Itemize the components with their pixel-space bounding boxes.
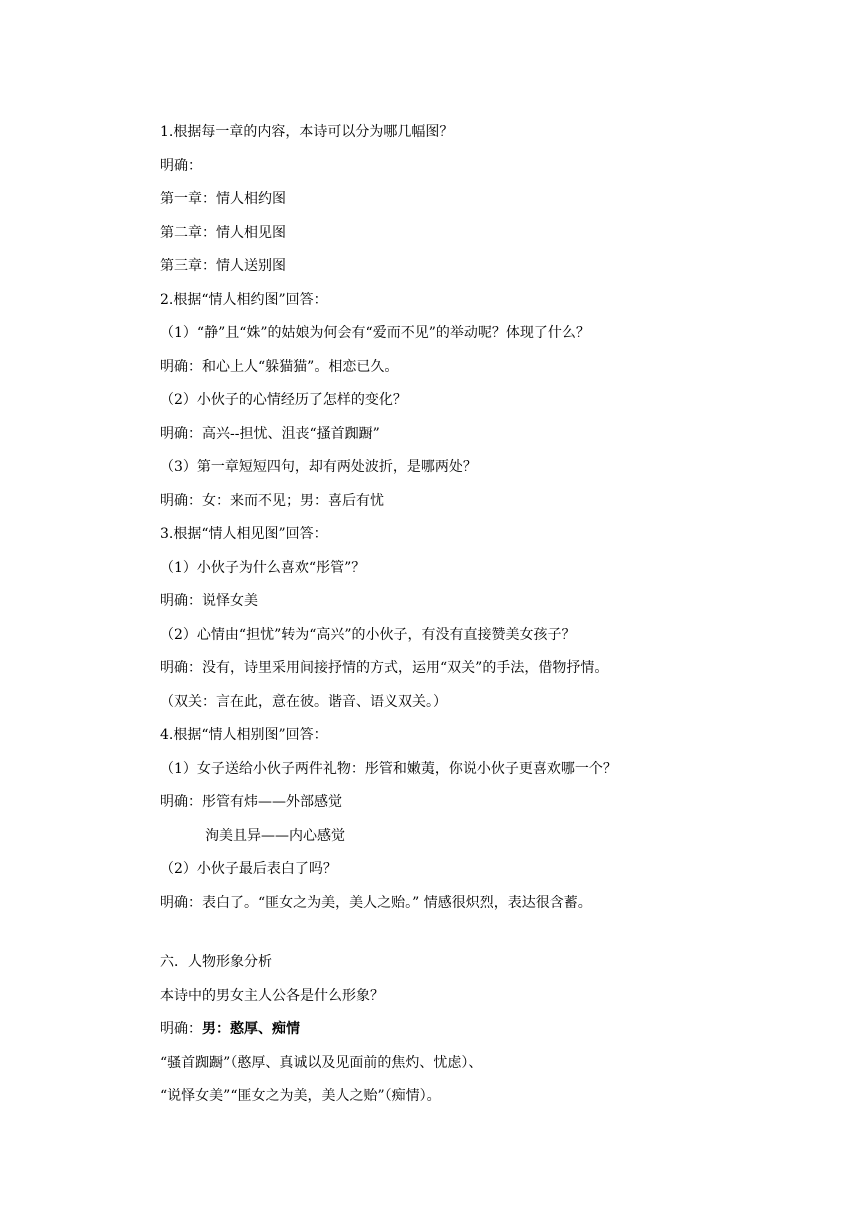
answer-line: 明确：高兴--担忧、沮丧“搔首踟蹰” xyxy=(160,425,380,442)
sub-question: （1）“静”且“姝”的姑娘为何会有“爱而不见”的举动呢？体现了什么？ xyxy=(160,325,590,341)
answer-line: 明确：说怿女美 xyxy=(160,593,258,609)
chapter-2: 第二章：情人相见图 xyxy=(160,224,286,241)
section-question: 本诗中的男女主人公各是什么形象？ xyxy=(160,987,384,1004)
answer-label: 明确： xyxy=(160,157,202,174)
question-2: 2.根据“情人相约图”回答： xyxy=(160,291,328,308)
answer-line: 明确：和心上人“躲猫猫”。相恋已久。 xyxy=(160,358,399,375)
chapter-1: 第一章：情人相约图 xyxy=(160,191,286,207)
document-page xyxy=(160,116,700,1114)
sub-question: （3）第一章短短四句，却有两处波折，是哪两处？ xyxy=(160,459,477,475)
answer-line: 明确：没有，诗里采用间接抒情的方式，运用“双关”的手法，借物抒情。 xyxy=(160,660,609,676)
chapter-3: 第三章：情人送别图 xyxy=(160,258,286,274)
answer-line: 明确：彤管有炜——外部感觉 xyxy=(160,794,342,810)
answer-prefix: 明确： xyxy=(160,1021,202,1037)
sub-question: （2）心情由“担忧”转为“高兴”的小伙子，有没有直接赞美女孩子？ xyxy=(160,626,576,643)
section-gap xyxy=(160,920,700,946)
question-4: 4.根据“情人相别图”回答： xyxy=(160,727,328,743)
quote-line: “骚首踟蹰”（憨厚、真诚以及见面前的焦灼、忧虑）、 xyxy=(160,1054,483,1071)
sub-question: （1）小伙子为什么喜欢“彤管”？ xyxy=(160,559,366,576)
sub-question: （2）小伙子最后表白了吗？ xyxy=(160,861,337,877)
answer-line: 明确：女：来而不见；男：喜后有忧 xyxy=(160,492,384,509)
sub-question: （2）小伙子的心情经历了怎样的变化？ xyxy=(160,392,407,408)
answer-line-bold xyxy=(160,1013,700,1047)
question-3: 3.根据“情人相见图”回答： xyxy=(160,526,328,542)
answer-line: 明确：表白了。“匪女之为美，美人之贻。” 情感很炽烈，表达很含蓄。 xyxy=(160,894,592,911)
note-line: （双关：言在此，意在彼。谐音、语义双关。） xyxy=(160,693,447,710)
answer-line-indented: 洵美且异——内心感觉 xyxy=(205,827,345,844)
section-heading: 六．人物形象分析 xyxy=(160,954,272,970)
quote-line: “说怿女美”“匪女之为美，美人之贻”（痴情）。 xyxy=(160,1088,441,1104)
answer-bold-text: 男：憨厚、痴情 xyxy=(202,1021,300,1037)
sub-question: （1）女子送给小伙子两件礼物：彤管和嫩荑，你说小伙子更喜欢哪一个？ xyxy=(160,760,617,777)
question-1: 1.根据每一章的内容，本诗可以分为哪几幅图？ xyxy=(160,124,454,140)
